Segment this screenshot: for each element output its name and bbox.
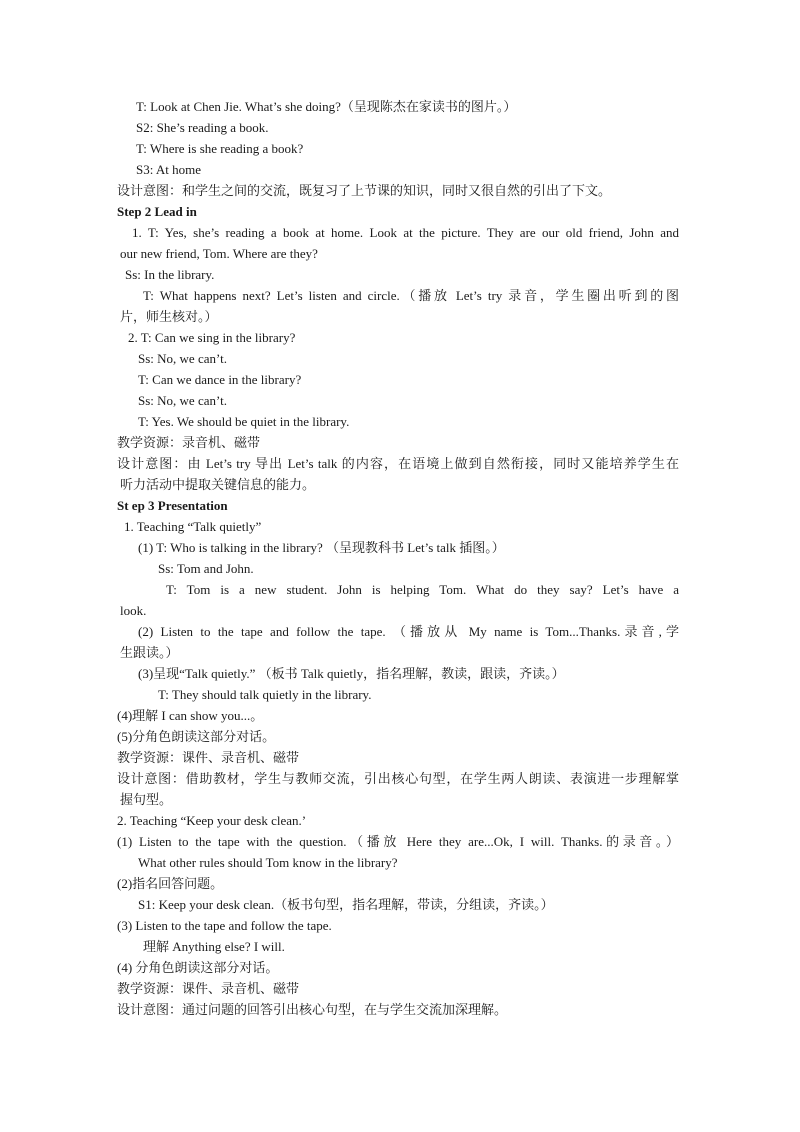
teaching-resources: 教学资源：课件、录音机、磁带 bbox=[117, 750, 300, 765]
design-intent: 设计意图：由 Let’s try 导出 Let’s talk 的内容，在语境上做到自然衔接，同时又能培养学生在 bbox=[117, 456, 679, 471]
design-intent: 设计意图：通过问题的回答引出核心句型，在与学生交流加深理解。 bbox=[117, 1002, 508, 1017]
dialogue-line: 2. T: Can we sing in the library? bbox=[128, 330, 296, 345]
teaching-resources: 教学资源：课件、录音机、磁带 bbox=[117, 981, 300, 996]
dialogue-line: Ss: No, we can’t. bbox=[138, 351, 227, 366]
dialogue-line: (1) T: Who is talking in the library? （呈现教科书 Let’s talk 插图。） bbox=[138, 540, 505, 555]
dialogue-line: T: Tom is a new student. John is helping Tom. What do they say? Let’s have a bbox=[166, 582, 679, 597]
paragraph-line: What other rules should Tom know in the library? bbox=[138, 855, 398, 870]
dialogue-line: S3: At home bbox=[136, 162, 202, 177]
section-heading: 2. Teaching “Keep your desk clean.’ bbox=[117, 813, 307, 828]
paragraph-line: (4) 分角色朗读这部分对话。 bbox=[117, 960, 279, 975]
teaching-resources: 教学资源：录音机、磁带 bbox=[117, 435, 261, 450]
paragraph-line: (3)呈现“Talk quietly.” （板书 Talk quietly，指名理解，教读，跟读，齐读。） bbox=[138, 666, 565, 681]
dialogue-line: Ss: Tom and John. bbox=[158, 561, 254, 576]
dialogue-line: Ss: No, we can’t. bbox=[138, 393, 227, 408]
paragraph-line: 理解 Anything else? I will. bbox=[143, 939, 285, 954]
step-heading: Step 2 Lead in bbox=[117, 204, 197, 219]
paragraph-line: (1) Listen to the tape with the question.（播放 Here they are...Ok, I will. Thanks.的录音。） bbox=[117, 834, 679, 849]
paragraph-line: (3) Listen to the tape and follow the tape. bbox=[117, 918, 332, 933]
paragraph-line: (2) Listen to the tape and follow the tape. （播放从 My name is Tom...Thanks.录音,学 bbox=[138, 624, 679, 639]
paragraph-line: our new friend, Tom. Where are they? bbox=[120, 246, 318, 261]
paragraph-line: (4)理解 I can show you...。 bbox=[117, 708, 264, 723]
dialogue-line: T: Look at Chen Jie. What’s she doing?（呈现陈杰在家读书的图片。） bbox=[136, 99, 517, 114]
dialogue-line: T: Can we dance in the library? bbox=[138, 372, 302, 387]
paragraph-line: 1. T: Yes, she’s reading a book at home. Look at the picture. They are our old friend, John and bbox=[132, 225, 679, 240]
paragraph-line: (5)分角色朗读这部分对话。 bbox=[117, 729, 276, 744]
paragraph-line: 生跟读。） bbox=[120, 645, 179, 660]
dialogue-line: look. bbox=[120, 603, 147, 618]
section-heading: 1. Teaching “Talk quietly” bbox=[124, 519, 262, 534]
dialogue-line: S1: Keep your desk clean.（板书句型，指名理解，带读，分组读，齐读。） bbox=[138, 897, 554, 912]
design-intent: 设计意图：和学生之间的交流，既复习了上节课的知识，同时又很自然的引出了下文。 bbox=[117, 183, 612, 198]
design-intent: 握句型。 bbox=[120, 792, 173, 807]
design-intent: 听力活动中提取关键信息的能力。 bbox=[120, 477, 316, 492]
paragraph-line: T: What happens next? Let’s listen and circle.（播放 Let’s try 录音，学生圈出听到的图 bbox=[143, 288, 679, 303]
design-intent: 设计意图：借助教材，学生与教师交流，引出核心句型，在学生两人朗读、表演进一步理解掌 bbox=[117, 771, 679, 786]
dialogue-line: T: Where is she reading a book? bbox=[136, 141, 304, 156]
paragraph-line: (2)指名回答问题。 bbox=[117, 876, 224, 891]
dialogue-line: T: They should talk quietly in the library. bbox=[158, 687, 372, 702]
dialogue-line: Ss: In the library. bbox=[125, 267, 215, 282]
step-heading: St ep 3 Presentation bbox=[117, 498, 228, 513]
dialogue-line: S2: She’s reading a book. bbox=[136, 120, 269, 135]
paragraph-line: 片，师生核对。） bbox=[120, 309, 218, 324]
dialogue-line: T: Yes. We should be quiet in the library. bbox=[138, 414, 350, 429]
